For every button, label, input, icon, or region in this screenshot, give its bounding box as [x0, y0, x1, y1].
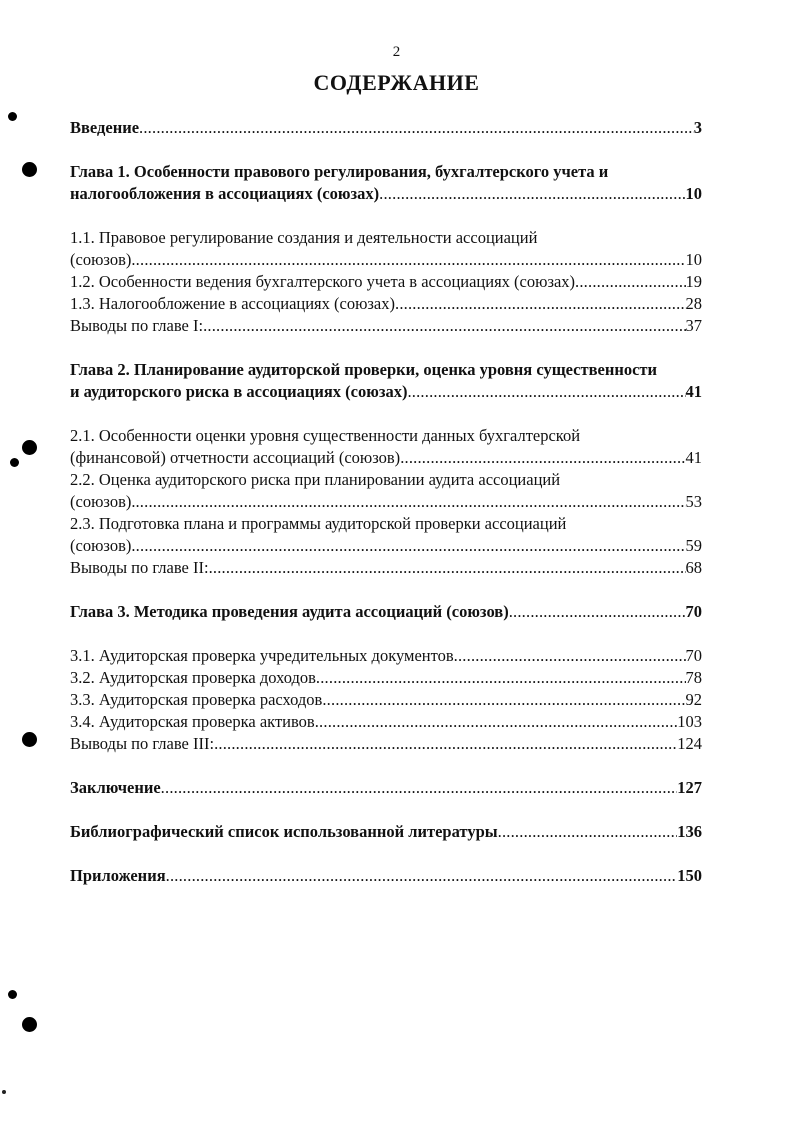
toc-entry: [70, 227, 702, 271]
dot-leader: [400, 447, 685, 469]
toc-entry-label: (финансовой) отчетности ассоциаций (союзов): [70, 448, 401, 467]
toc-entry-line: [70, 645, 702, 667]
dot-leader: [135, 491, 685, 513]
toc-entry-page: 78: [685, 668, 702, 687]
toc-entry: [70, 469, 702, 513]
binder-hole: [10, 458, 19, 467]
toc-entry-line: [70, 557, 702, 579]
toc-entry-line: [70, 535, 702, 557]
toc-entry-label: Выводы по главе II:: [70, 558, 209, 577]
binder-hole: [22, 440, 37, 455]
binder-hole: [22, 732, 37, 747]
binder-hole: [8, 112, 17, 121]
toc-entry: [70, 777, 702, 799]
toc-entry: [70, 601, 702, 623]
toc-entry-first-line: 2.2. Оценка аудиторского риска при планировании аудита ассоциаций: [70, 470, 561, 489]
toc-entry-label: 3.2. Аудиторская проверка доходов: [70, 668, 316, 687]
toc-entry: [70, 667, 702, 689]
toc-entry-label: (союзов): [70, 250, 132, 269]
toc-entry-label: 3.4. Аудиторская проверка активов: [70, 712, 315, 731]
toc-entry: [70, 513, 702, 557]
toc-entry-line: [70, 865, 702, 887]
toc-entry-page: 70: [685, 646, 702, 665]
toc-entry-label: Выводы по главе III:: [70, 734, 215, 753]
dot-leader: [131, 535, 685, 557]
dot-leader: [454, 645, 686, 667]
toc-entry: [70, 359, 702, 403]
toc-entry-line: [70, 491, 702, 513]
toc-entry-line: [70, 117, 702, 139]
toc-entry-label: Введение: [70, 118, 140, 137]
toc-entry-line: [70, 249, 702, 271]
dot-leader: [203, 315, 685, 337]
dot-leader: [139, 117, 694, 139]
toc-entry-page: 103: [677, 712, 702, 731]
dot-leader: [214, 733, 677, 755]
toc-entry-line: [70, 667, 702, 689]
dot-leader: [161, 777, 678, 799]
toc-entry-label: Заключение: [70, 778, 161, 797]
toc-entry: [70, 315, 702, 337]
dot-leader: [316, 667, 686, 689]
toc-entry-line: [70, 711, 702, 733]
toc-entry: [70, 271, 702, 293]
toc-entry-page: 68: [685, 558, 702, 577]
toc-entry-line: [70, 733, 702, 755]
toc-entry-page: 150: [677, 866, 702, 885]
toc-entry-page: 19: [685, 272, 702, 291]
toc-entry-label: 1.3. Налогообложение в ассоциациях (союзах): [70, 294, 395, 313]
dot-leader: [322, 689, 685, 711]
toc-entry-first-line: 1.1. Правовое регулирование создания и деятельности ассоциаций: [70, 228, 538, 247]
toc-entry-page: 124: [677, 734, 702, 753]
scan-speck: [2, 1090, 6, 1094]
toc-entry: [70, 645, 702, 667]
toc-entry-first-line: Глава 2. Планирование аудиторской проверки, оценка уровня существенности: [70, 360, 658, 379]
dot-leader: [379, 183, 685, 205]
binder-hole: [22, 1017, 37, 1032]
page-number: 2: [392, 44, 401, 60]
toc-entry: [70, 117, 702, 139]
toc-entry-page: 41: [685, 382, 702, 401]
toc-entry-label: Библиографический список использованной литературы: [70, 822, 498, 841]
table-of-contents: [70, 117, 702, 887]
toc-entry-first-line: 2.3. Подготовка плана и программы аудиторской проверки ассоциаций: [70, 514, 567, 533]
toc-entry: [70, 557, 702, 579]
dot-leader: [395, 293, 686, 315]
toc-entry-label: (союзов): [70, 536, 132, 555]
toc-entry-label: 3.1. Аудиторская проверка учредительных документов: [70, 646, 454, 665]
toc-entry-page: 136: [677, 822, 702, 841]
dot-leader: [209, 557, 686, 579]
toc-entry-page: 59: [685, 536, 702, 555]
dot-leader: [575, 271, 685, 293]
toc-entry-line: [70, 777, 702, 799]
toc-entry-label: налогообложения в ассоциациях (союзах): [70, 184, 380, 203]
toc-entry: [70, 161, 702, 205]
toc-entry-page: 28: [685, 294, 702, 313]
toc-entry-line: [70, 293, 702, 315]
toc-entry: [70, 821, 702, 843]
dot-leader: [131, 249, 685, 271]
toc-entry-label: Глава 3. Методика проведения аудита ассоциаций (союзов): [70, 602, 509, 621]
dot-leader: [166, 865, 678, 887]
toc-entry-page: 10: [685, 184, 702, 203]
toc-entry-label: Приложения: [70, 866, 166, 885]
toc-entry-line: [70, 447, 702, 469]
toc-entry-page: 37: [685, 316, 702, 335]
toc-entry-line: [70, 381, 702, 403]
page-title: СОДЕРЖАНИЕ: [313, 70, 480, 95]
toc-entry: [70, 293, 702, 315]
toc-entry-page: 127: [677, 778, 702, 797]
toc-entry: [70, 425, 702, 469]
toc-entry-line: [70, 689, 702, 711]
toc-entry-first-line: Глава 1. Особенности правового регулирования, бухгалтерского учета и: [70, 162, 609, 181]
dot-leader: [407, 381, 685, 403]
toc-entry-line: [70, 821, 702, 843]
toc-entry-page: 10: [685, 250, 702, 269]
toc-entry-page: 70: [685, 602, 702, 621]
toc-entry-page: 41: [685, 448, 702, 467]
toc-entry-label: (союзов).: [70, 492, 136, 511]
binder-hole: [8, 990, 17, 999]
toc-entry: [70, 733, 702, 755]
toc-entry-label: Выводы по главе I:: [70, 316, 204, 335]
toc-entry-line: [70, 271, 702, 293]
toc-entry-first-line: 2.1. Особенности оценки уровня существенности данных бухгалтерской: [70, 426, 581, 445]
toc-entry-page: 53: [685, 492, 702, 511]
dot-leader: [315, 711, 678, 733]
toc-entry: [70, 865, 702, 887]
toc-entry-page: 92: [685, 690, 702, 709]
toc-entry-label: и аудиторского риска в ассоциациях (союзах): [70, 382, 408, 401]
toc-entry-label: 3.3. Аудиторская проверка расходов: [70, 690, 323, 709]
dot-leader: [498, 821, 678, 843]
dot-leader: [509, 601, 686, 623]
binder-hole: [22, 162, 37, 177]
toc-entry-line: [70, 601, 702, 623]
toc-entry: [70, 689, 702, 711]
toc-entry-page: 3: [693, 118, 702, 137]
toc-entry: [70, 711, 702, 733]
toc-entry-line: [70, 315, 702, 337]
toc-entry-label: 1.2. Особенности ведения бухгалтерского учета в ассоциациях (союзах): [70, 272, 576, 291]
toc-entry-line: [70, 183, 702, 205]
